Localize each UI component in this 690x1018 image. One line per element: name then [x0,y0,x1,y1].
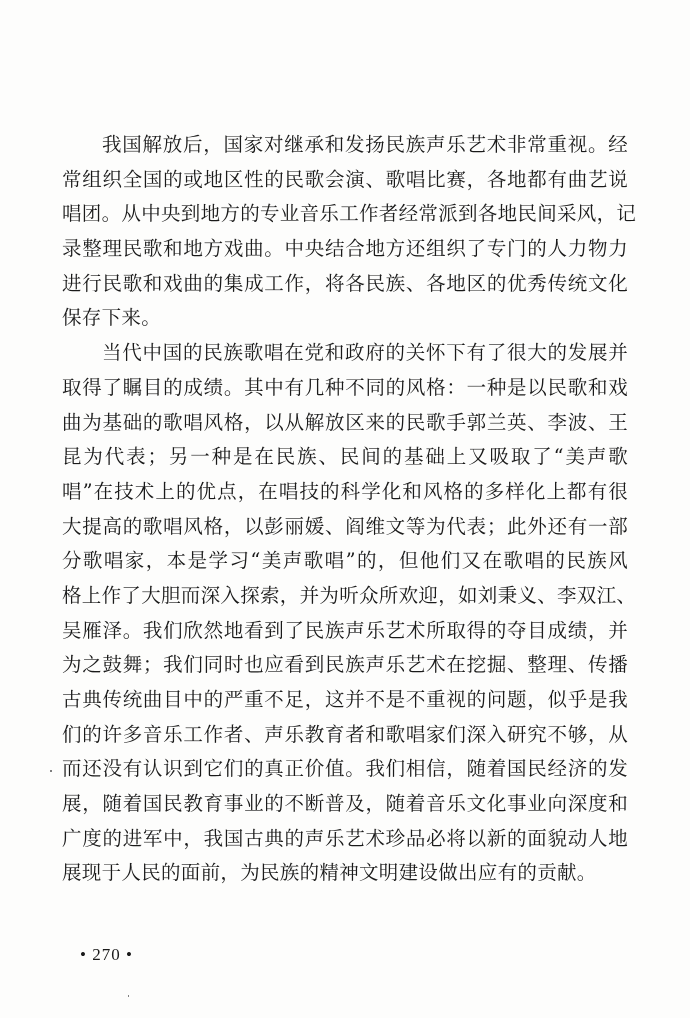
text-line: 录整理民歌和地方戏曲。中央结合地方还组织了专门的人力物力 [62,237,628,261]
text-line: 我国解放后，国家对继承和发扬民族声乐艺术非常重视。经 [102,133,628,156]
text-line: 广度的进军中，我国古典的声乐艺术珍品必将以新的面貌动人地 [62,826,628,850]
scan-speck [128,995,129,997]
text-line: 古典传统曲目中的严重不足，这并不是不重视的问题，似乎是我 [62,688,628,711]
text-line: 吴雁泽。我们欣然地看到了民族声乐艺术所取得的夺目成绩，并 [62,618,628,642]
text-line: 取得了瞩目的成绩。其中有几种不同的风格：一种是以民歌和戏 [62,375,628,399]
text-line: 当代中国的民族歌唱在党和政府的关怀下有了很大的发展并 [102,341,628,365]
text-line: 展，随着国民教育事业的不断普及，随着音乐文化事业向深度和 [62,792,628,816]
scan-speck [50,770,52,772]
page-number: • 270 • [80,945,133,964]
text-line: 而还没有认识到它们的真正价值。我们相信，随着国民经济的发 [62,757,628,781]
text-line: 保存下来。 [62,306,162,330]
body-text [62,128,637,891]
text-line: 展现于人民的面前，为民族的精神文明建设做出应有的贡献。 [62,861,597,885]
text-line: 分歌唱家，本是学习“美声歌唱”的，但他们又在歌唱的民族风 [62,549,628,573]
text-line: 为之鼓舞；我们同时也应看到民族声乐艺术在挖掘、整理、传播 [62,653,628,677]
text-line: 大提高的歌唱风格，以彭丽媛、阎维文等为代表；此外还有一部 [62,514,628,538]
text-line: 唱”在技术上的优点，在唱技的科学化和风格的多样化上都有很 [62,479,628,503]
text-line: 唱团。从中央到地方的专业音乐工作者经常派到各地民间采风，记 [62,202,637,226]
text-line: 昆为代表；另一种是在民族、民间的基础上又吸取了“美声歌 [62,445,628,469]
text-line: 曲为基础的歌唱风格，以从解放区来的民歌手郭兰英、李波、王 [62,410,628,434]
text-line: 进行民歌和戏曲的集成工作，将各民族、各地区的优秀传统文化 [62,271,628,295]
text-line: 常组织全国的或地区性的民歌会演、歌唱比赛，各地都有曲艺说 [62,167,628,191]
text-line: 格上作了大胆而深入探索，并为听众所欢迎，如刘秉义、李双江、 [62,583,637,607]
text-line: 们的许多音乐工作者、声乐教育者和歌唱家们深入研究不够，从 [62,722,628,746]
